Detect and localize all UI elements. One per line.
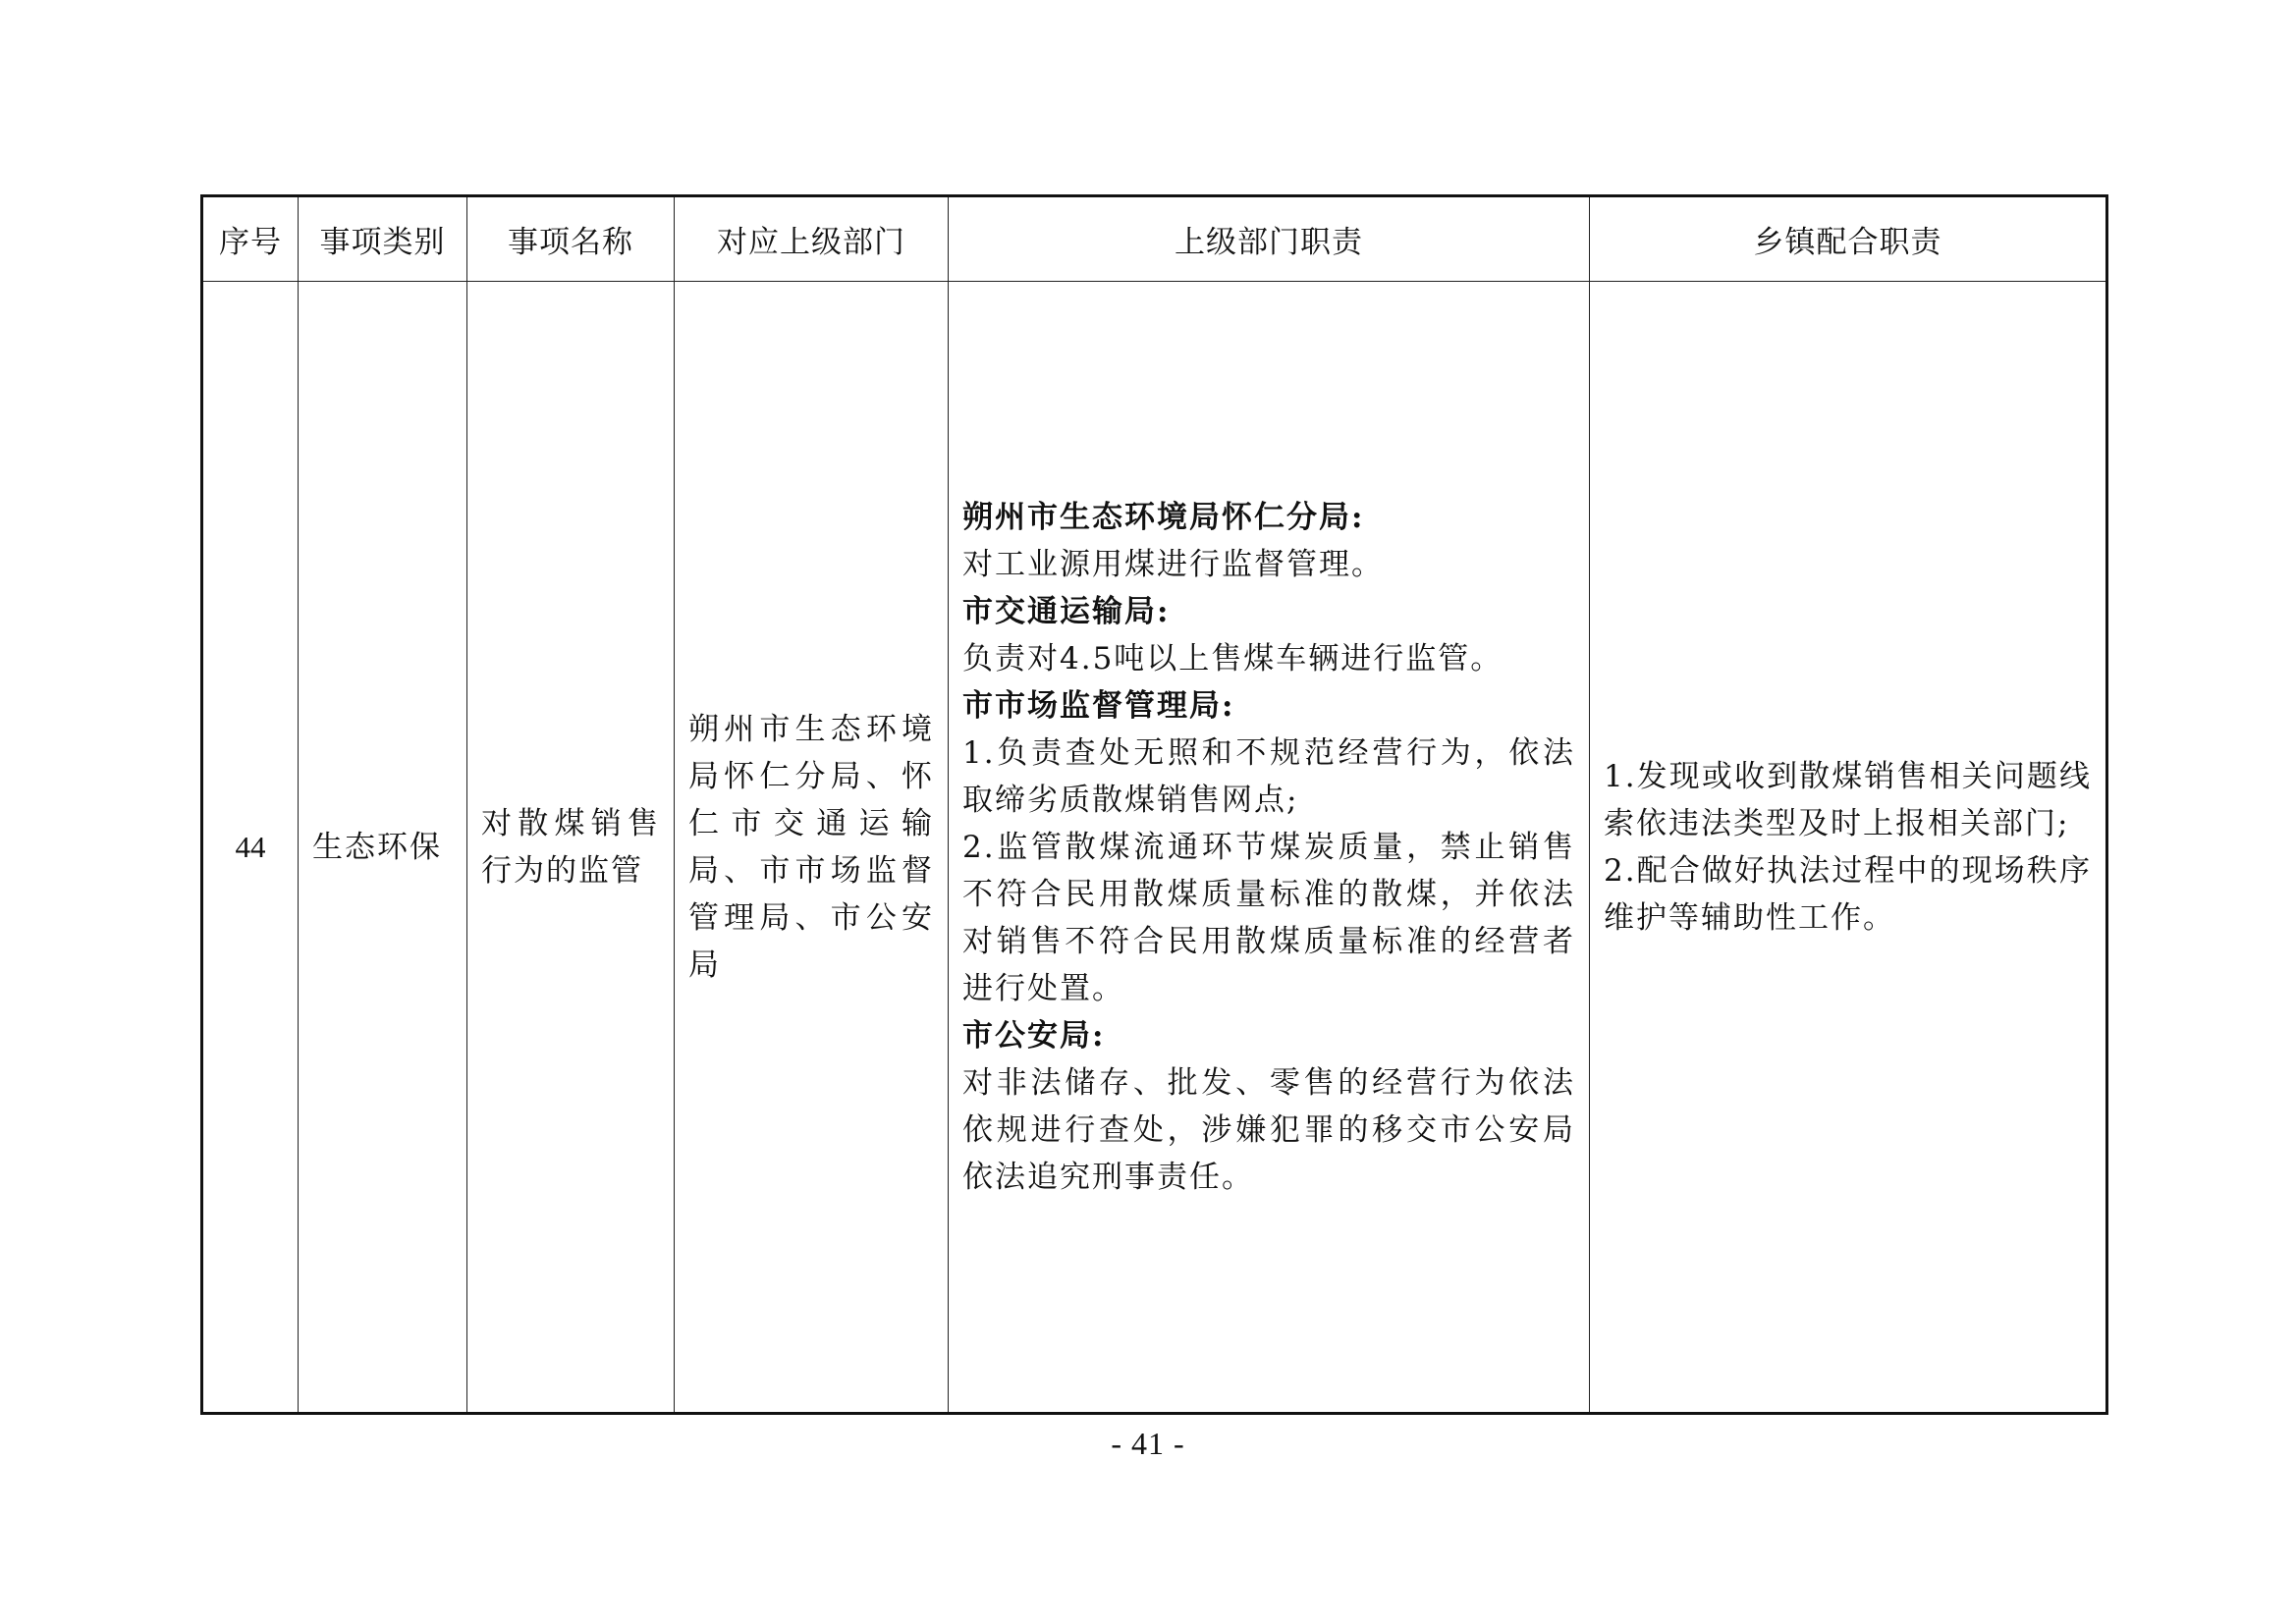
duty-block-transport [962, 588, 1575, 682]
page-number: - 41 - [1111, 1426, 1185, 1461]
row-number: 44 [202, 282, 299, 1414]
duty-dept-name: 市公安局: [962, 1017, 1106, 1054]
duty-block-ecology [962, 494, 1575, 588]
row-township-duties [1590, 282, 2107, 1414]
duty-line: 负责对4.5吨以上售煤车辆进行监管。 [962, 640, 1503, 676]
duty-line: 2.监管散煤流通环节煤炭质量，禁止销售不符合民用散煤质量标准的散煤，并依法对销售不符合民用散煤质量标准的经营者进行处置。 [962, 829, 1575, 1006]
row-departments: 朔州市生态环境局怀仁分局、怀仁市交通运输局、市市场监督管理局、市公安局 [675, 282, 949, 1414]
table-header-row [202, 196, 2107, 282]
header-item-name: 事项名称 [467, 196, 675, 282]
header-category: 事项类别 [299, 196, 467, 282]
row-category: 生态环保 [299, 282, 467, 1414]
duty-block-market [962, 682, 1575, 1012]
duty-dept-name: 市市场监督管理局: [962, 687, 1235, 724]
table-row [202, 282, 2107, 1414]
duty-line: 对非法储存、批发、零售的经营行为依法依规进行查处，涉嫌犯罪的移交市公安局依法追究刑事责任。 [962, 1064, 1575, 1195]
township-duty-line: 1.发现或收到散煤销售相关问题线索依违法类型及时上报相关部门; [1604, 758, 2092, 841]
duty-dept-name: 市交通运输局: [962, 593, 1171, 629]
responsibility-table [200, 194, 2108, 1415]
header-township-duties: 乡镇配合职责 [1590, 196, 2107, 282]
duty-line: 对工业源用煤进行监督管理。 [962, 546, 1384, 582]
duty-dept-name: 朔州市生态环境局怀仁分局: [962, 499, 1365, 535]
header-number: 序号 [202, 196, 299, 282]
township-duty-line: 2.配合做好执法过程中的现场秩序维护等辅助性工作。 [1604, 852, 2092, 936]
row-department-duties [949, 282, 1590, 1414]
row-item-name: 对散煤销售行为的监管 [467, 282, 675, 1414]
duty-line: 1.负责查处无照和不规范经营行为，依法取缔劣质散煤销售网点; [962, 734, 1575, 818]
header-department-duties: 上级部门职责 [949, 196, 1590, 282]
header-departments: 对应上级部门 [675, 196, 949, 282]
duty-block-police [962, 1012, 1575, 1201]
